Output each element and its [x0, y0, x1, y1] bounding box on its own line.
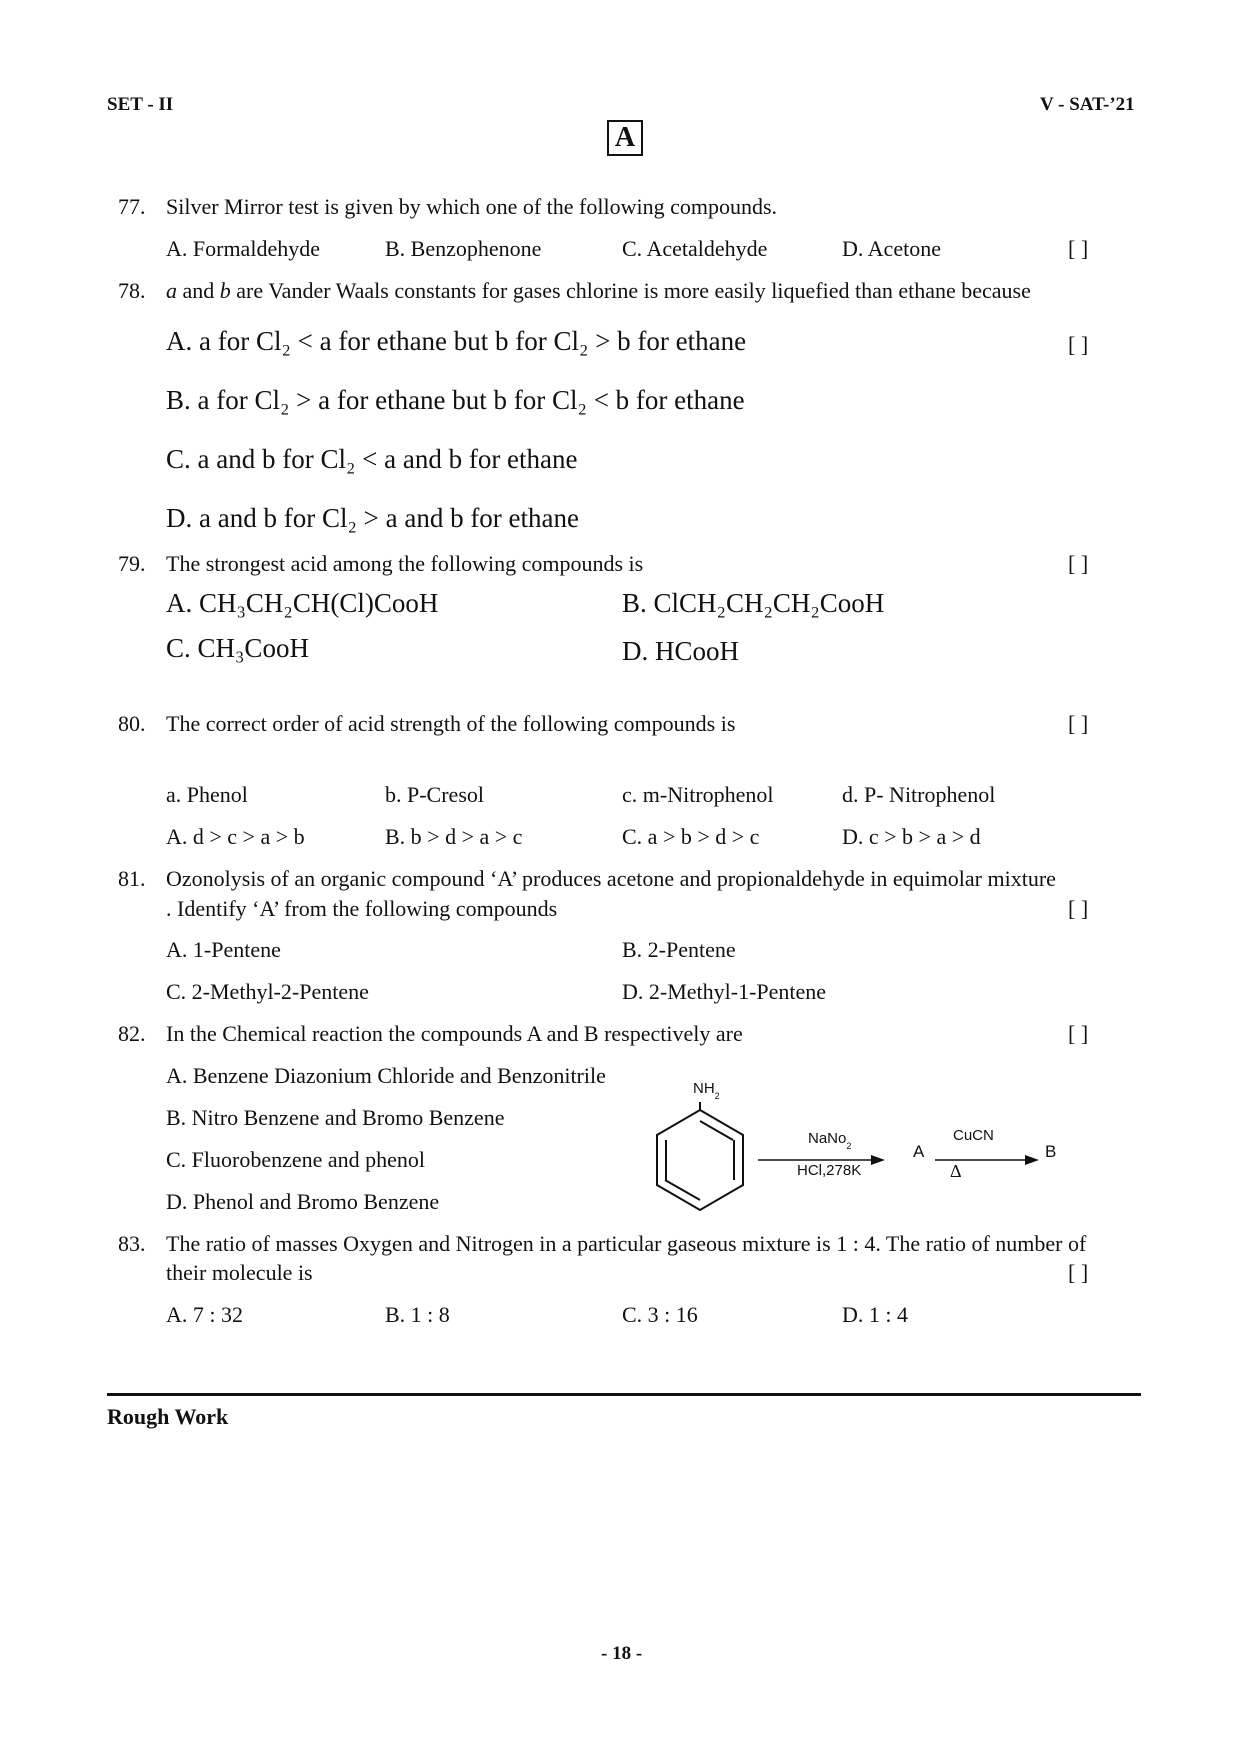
- option-d: D. Phenol and Bromo Benzene: [166, 1189, 440, 1214]
- exam-code: V - SAT-’21: [1040, 94, 1135, 115]
- reagent-2-top: CuCN: [953, 1127, 994, 1144]
- compound-d: d. P- Nitrophenol: [842, 782, 996, 807]
- option-c: C. 2-Methyl-2-Pentene: [166, 979, 369, 1004]
- option-c: C. CH₃CooH: [166, 633, 309, 663]
- question-number: 79.: [118, 551, 146, 576]
- product-a-label: A: [913, 1142, 925, 1161]
- compound-a: a. Phenol: [166, 782, 248, 807]
- question-83-text-line1: The ratio of masses Oxygen and Nitrogen in a particular gaseous mixture is 1 : 4. The ratio of number of: [166, 1231, 1087, 1256]
- question-number: 80.: [118, 711, 146, 736]
- question-79-text: The strongest acid among the following compounds is: [166, 551, 644, 576]
- option-a: A. Benzene Diazonium Chloride and Benzonitrile: [166, 1063, 606, 1088]
- rough-work-heading: Rough Work: [107, 1404, 229, 1429]
- reagent-1-bottom: HCl,278K: [797, 1162, 862, 1179]
- benzene-ring-icon: [657, 1102, 743, 1210]
- option-b: B. a for Cl₂ > a for ethane but b for Cl₂ < b for ethane: [166, 385, 745, 415]
- reaction-scheme: [640, 1080, 1080, 1220]
- answer-bracket: [ ]: [1068, 711, 1089, 736]
- option-a: A. d > c > a > b: [166, 824, 305, 849]
- option-d: D. Acetone: [842, 236, 941, 261]
- option-d: D. a and b for Cl₂ > a and b for ethane: [166, 503, 580, 533]
- option-b: B. Benzophenone: [385, 236, 542, 261]
- answer-bracket: [ ]: [1068, 332, 1089, 357]
- question-number: 82.: [118, 1021, 146, 1046]
- option-c: C. a > b > d > c: [622, 824, 760, 849]
- compound-b: b. P-Cresol: [385, 782, 484, 807]
- answer-bracket: [ ]: [1068, 1021, 1089, 1046]
- option-a: A. a for Cl₂ < a for ethane but b for Cl₂ > b for ethane: [166, 326, 747, 356]
- question-80-text: The correct order of acid strength of the following compounds is: [166, 711, 736, 736]
- heat-symbol: Δ: [950, 1161, 962, 1181]
- question-83-text-line2: their molecule is: [166, 1260, 313, 1285]
- answer-bracket: [ ]: [1068, 1260, 1089, 1285]
- option-c: C. a and b for Cl₂ < a and b for ethane: [166, 444, 578, 474]
- compound-c: c. m-Nitrophenol: [622, 782, 774, 807]
- symbol-b: b: [219, 278, 231, 303]
- amino-group-label: $NH_2$: [693, 1080, 720, 1101]
- option-a: A. Formaldehyde: [166, 236, 320, 261]
- question-number: 83.: [118, 1231, 146, 1256]
- question-82-text: In the Chemical reaction the compounds A and B respectively are: [166, 1021, 743, 1046]
- divider: [107, 1393, 1141, 1396]
- question-77-text: Silver Mirror test is given by which one of the following compounds.: [166, 194, 778, 219]
- arrow-head-2: [1025, 1155, 1039, 1165]
- option-d: D. 1 : 4: [842, 1302, 908, 1327]
- set-label: SET - II: [107, 94, 174, 115]
- option-c: C. 3 : 16: [622, 1302, 698, 1327]
- set-letter-box: A: [607, 120, 643, 156]
- question-number: 81.: [118, 866, 146, 891]
- option-d: D. HCooH: [622, 636, 740, 666]
- option-d: D. 2-Methyl-1-Pentene: [622, 979, 827, 1004]
- question-81-text-line1: Ozonolysis of an organic compound ‘A’ produces acetone and propionaldehyde in equimolar mixture: [166, 866, 1056, 891]
- option-c: C. Fluorobenzene and phenol: [166, 1147, 426, 1172]
- option-b: B. 1 : 8: [385, 1302, 450, 1327]
- option-b: B. 2-Pentene: [622, 937, 736, 962]
- option-b: B. b > d > a > c: [385, 824, 523, 849]
- reagent-1-top: NaNo$_2$: [808, 1130, 852, 1151]
- symbol-a: a: [166, 278, 177, 303]
- option-b: B. ClCH₂CH₂CH₂CooH: [622, 588, 885, 618]
- answer-bracket: [ ]: [1068, 896, 1089, 921]
- question-78-text: a and b are Vander Waals constants for gases chlorine is more easily liquefied than ethane because: [166, 278, 1031, 303]
- question-81-text-line2: . Identify ‘A’ from the following compounds: [166, 896, 558, 921]
- arrow-head-1: [871, 1155, 885, 1165]
- answer-bracket: [ ]: [1068, 551, 1089, 576]
- option-b: B. Nitro Benzene and Bromo Benzene: [166, 1105, 505, 1130]
- product-b-label: B: [1045, 1142, 1057, 1161]
- option-c: C. Acetaldehyde: [622, 236, 768, 261]
- option-d: D. c > b > a > d: [842, 824, 981, 849]
- question-number: 77.: [118, 194, 146, 219]
- option-a: A. CH₃CH₂CH(Cl)CooH: [166, 588, 439, 618]
- option-a: A. 1-Pentene: [166, 937, 281, 962]
- option-a: A. 7 : 32: [166, 1302, 243, 1327]
- question-number: 78.: [118, 278, 146, 303]
- page-number: - 18 -: [601, 1643, 643, 1664]
- answer-bracket: [ ]: [1068, 236, 1089, 261]
